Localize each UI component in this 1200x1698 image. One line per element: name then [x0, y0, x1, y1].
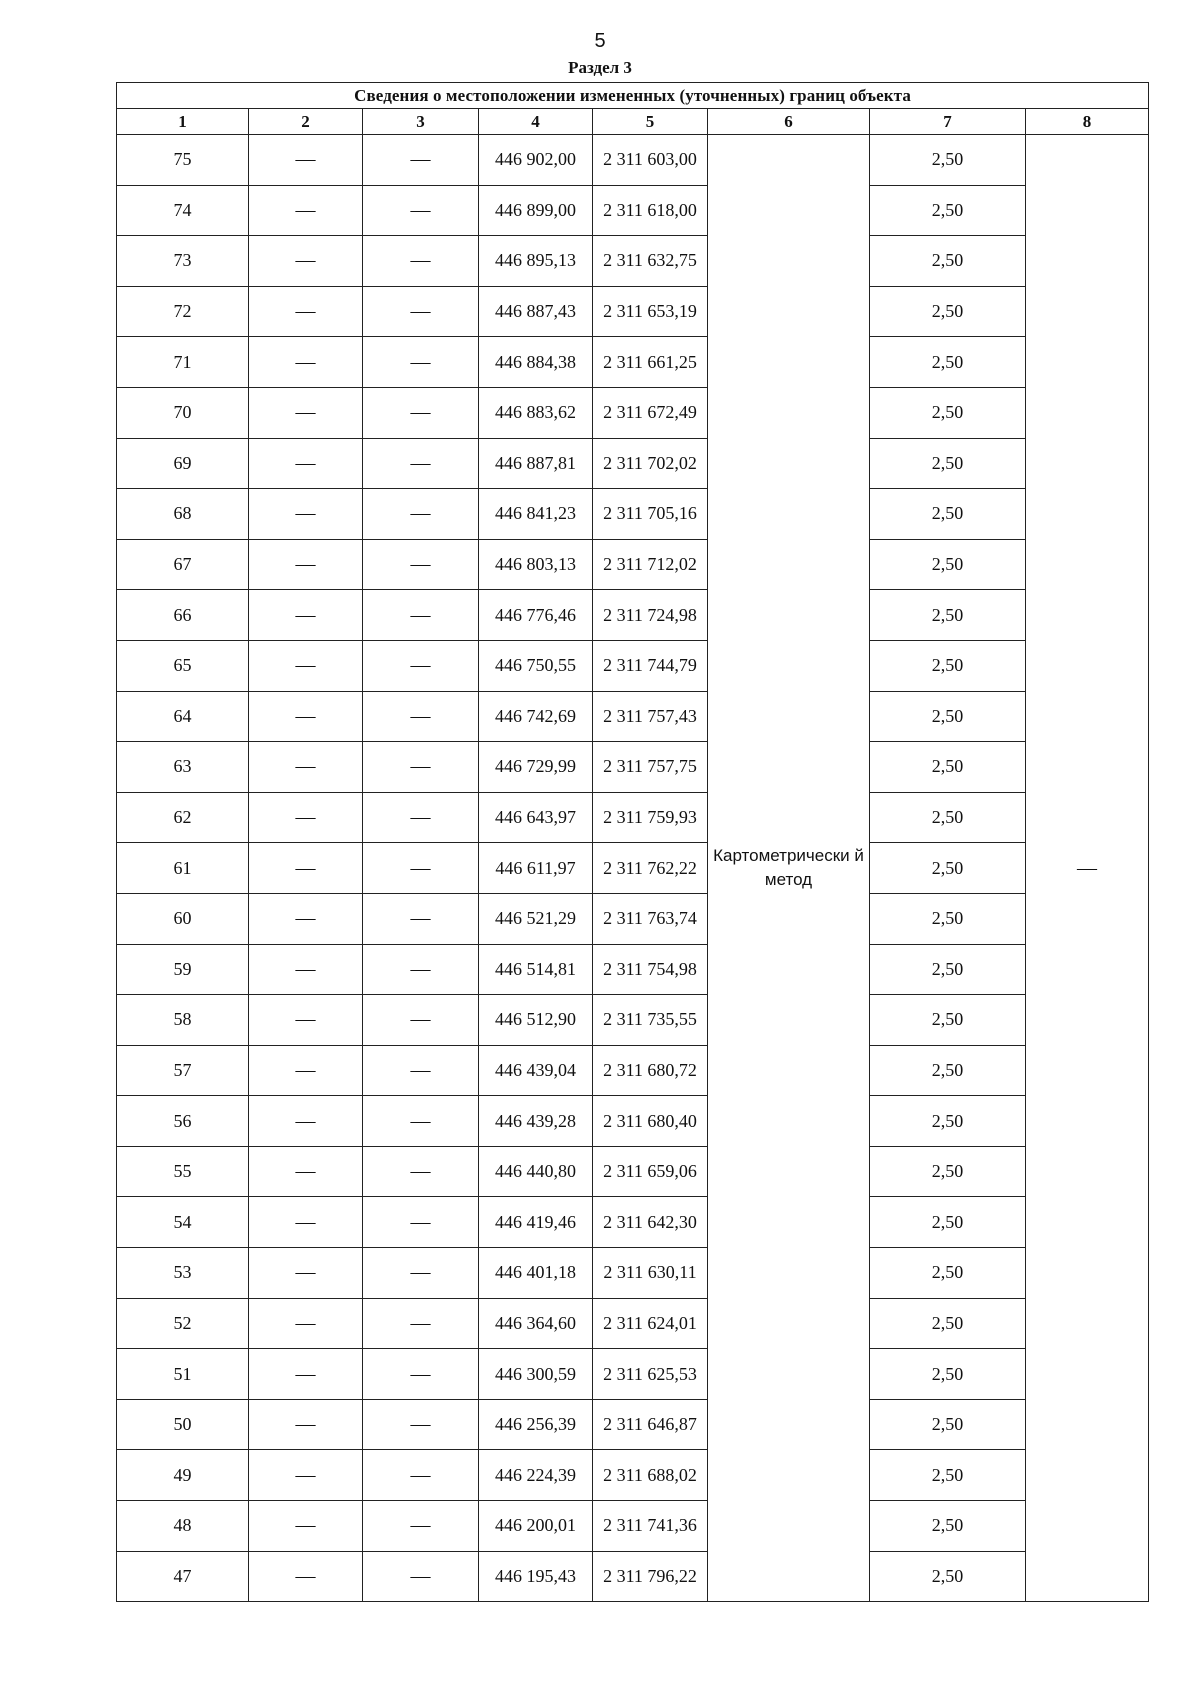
point-number-cell: 64 — [117, 691, 249, 742]
y-coordinate-cell: 2 311 642,30 — [593, 1197, 708, 1248]
table-row — [117, 236, 1149, 287]
empty-dash-cell: — — [249, 337, 363, 388]
empty-dash-cell: — — [363, 893, 479, 944]
point-number-cell: 65 — [117, 640, 249, 691]
x-coordinate-cell: 446 750,55 — [479, 640, 593, 691]
precision-cell: 2,50 — [870, 286, 1026, 337]
table-row — [117, 438, 1149, 489]
precision-cell: 2,50 — [870, 995, 1026, 1046]
table-row — [117, 1045, 1149, 1096]
table-row — [117, 1349, 1149, 1400]
x-coordinate-cell: 446 512,90 — [479, 995, 593, 1046]
point-number-cell: 67 — [117, 539, 249, 590]
empty-dash-cell: — — [249, 792, 363, 843]
precision-cell: 2,50 — [870, 1551, 1026, 1602]
y-coordinate-cell: 2 311 680,40 — [593, 1096, 708, 1147]
table-row — [117, 286, 1149, 337]
table-row — [117, 1298, 1149, 1349]
y-coordinate-cell: 2 311 630,11 — [593, 1248, 708, 1299]
empty-dash-cell: — — [363, 1096, 479, 1147]
table-row — [117, 640, 1149, 691]
x-coordinate-cell: 446 803,13 — [479, 539, 593, 590]
empty-dash-cell: — — [249, 185, 363, 236]
point-number-cell: 53 — [117, 1248, 249, 1299]
section-title: Раздел 3 — [568, 58, 632, 77]
empty-dash-cell: — — [249, 1096, 363, 1147]
point-number-cell: 61 — [117, 843, 249, 894]
y-coordinate-cell: 2 311 796,22 — [593, 1551, 708, 1602]
table-row — [117, 539, 1149, 590]
precision-cell: 2,50 — [870, 236, 1026, 287]
empty-dash-cell: — — [363, 1450, 479, 1501]
y-coordinate-cell: 2 311 680,72 — [593, 1045, 708, 1096]
x-coordinate-cell: 446 439,04 — [479, 1045, 593, 1096]
point-number-cell: 60 — [117, 893, 249, 944]
point-number-cell: 75 — [117, 135, 249, 186]
point-number-cell: 56 — [117, 1096, 249, 1147]
empty-dash-cell: — — [363, 236, 479, 287]
table-caption: Сведения о местоположении измененных (уточненных) границ объекта — [117, 83, 1149, 109]
table-row — [117, 1248, 1149, 1299]
empty-dash-cell: — — [363, 1551, 479, 1602]
empty-dash-cell: — — [363, 489, 479, 540]
precision-cell: 2,50 — [870, 792, 1026, 843]
x-coordinate-cell: 446 224,39 — [479, 1450, 593, 1501]
x-coordinate-cell: 446 364,60 — [479, 1298, 593, 1349]
column-number: 5 — [593, 109, 708, 135]
method-text: Картометрически й метод — [713, 846, 864, 890]
y-coordinate-cell: 2 311 702,02 — [593, 438, 708, 489]
x-coordinate-cell: 446 887,81 — [479, 438, 593, 489]
point-number-cell: 74 — [117, 185, 249, 236]
precision-cell: 2,50 — [870, 1349, 1026, 1400]
x-coordinate-cell: 446 514,81 — [479, 944, 593, 995]
precision-cell: 2,50 — [870, 185, 1026, 236]
precision-cell: 2,50 — [870, 843, 1026, 894]
empty-dash-cell: — — [249, 893, 363, 944]
table-row — [117, 185, 1149, 236]
precision-cell: 2,50 — [870, 1298, 1026, 1349]
x-coordinate-cell: 446 742,69 — [479, 691, 593, 742]
column-number: 3 — [363, 109, 479, 135]
x-coordinate-cell: 446 419,46 — [479, 1197, 593, 1248]
empty-dash-cell: — — [249, 1450, 363, 1501]
precision-cell: 2,50 — [870, 640, 1026, 691]
empty-dash-cell: — — [249, 286, 363, 337]
x-coordinate-cell: 446 902,00 — [479, 135, 593, 186]
y-coordinate-cell: 2 311 672,49 — [593, 387, 708, 438]
empty-dash-cell: — — [249, 640, 363, 691]
empty-dash-cell: — — [363, 438, 479, 489]
precision-cell: 2,50 — [870, 1146, 1026, 1197]
point-number-cell: 55 — [117, 1146, 249, 1197]
y-coordinate-cell: 2 311 618,00 — [593, 185, 708, 236]
empty-dash-cell: — — [249, 1146, 363, 1197]
empty-dash-cell: — — [249, 691, 363, 742]
empty-dash-cell: — — [363, 1501, 479, 1552]
table-row — [117, 944, 1149, 995]
table-row — [117, 1450, 1149, 1501]
y-coordinate-cell: 2 311 724,98 — [593, 590, 708, 641]
x-coordinate-cell: 446 521,29 — [479, 893, 593, 944]
empty-dash-cell: — — [249, 236, 363, 287]
point-number-cell: 57 — [117, 1045, 249, 1096]
y-coordinate-cell: 2 311 646,87 — [593, 1399, 708, 1450]
point-number-cell: 52 — [117, 1298, 249, 1349]
empty-dash-cell: — — [249, 1551, 363, 1602]
x-coordinate-cell: 446 200,01 — [479, 1501, 593, 1552]
empty-dash-cell: — — [363, 590, 479, 641]
empty-dash-cell: — — [363, 1349, 479, 1400]
x-coordinate-cell: 446 884,38 — [479, 337, 593, 388]
x-coordinate-cell: 446 776,46 — [479, 590, 593, 641]
y-coordinate-cell: 2 311 759,93 — [593, 792, 708, 843]
table-row — [117, 995, 1149, 1046]
y-coordinate-cell: 2 311 659,06 — [593, 1146, 708, 1197]
precision-cell: 2,50 — [870, 590, 1026, 641]
empty-dash-cell: — — [363, 995, 479, 1046]
empty-dash-cell: — — [363, 286, 479, 337]
empty-dash-cell: — — [363, 1146, 479, 1197]
column-number: 2 — [249, 109, 363, 135]
x-coordinate-cell: 446 895,13 — [479, 236, 593, 287]
table-row — [117, 742, 1149, 793]
point-number-cell: 62 — [117, 792, 249, 843]
table-row — [117, 135, 1149, 186]
y-coordinate-cell: 2 311 763,74 — [593, 893, 708, 944]
x-coordinate-cell: 446 401,18 — [479, 1248, 593, 1299]
point-number-cell: 63 — [117, 742, 249, 793]
empty-dash-cell: — — [363, 185, 479, 236]
y-coordinate-cell: 2 311 757,43 — [593, 691, 708, 742]
empty-dash-cell: — — [363, 1248, 479, 1299]
empty-dash-cell: — — [363, 691, 479, 742]
point-number-cell: 69 — [117, 438, 249, 489]
x-coordinate-cell: 446 883,62 — [479, 387, 593, 438]
empty-dash-cell: — — [363, 843, 479, 894]
table-row — [117, 489, 1149, 540]
point-number-cell: 51 — [117, 1349, 249, 1400]
precision-cell: 2,50 — [870, 438, 1026, 489]
empty-dash-cell: — — [249, 1349, 363, 1400]
precision-cell: 2,50 — [870, 1096, 1026, 1147]
table-row — [117, 691, 1149, 742]
x-coordinate-cell: 446 643,97 — [479, 792, 593, 843]
column-number: 6 — [708, 109, 870, 135]
table-row — [117, 337, 1149, 388]
y-coordinate-cell: 2 311 688,02 — [593, 1450, 708, 1501]
y-coordinate-cell: 2 311 741,36 — [593, 1501, 708, 1552]
y-coordinate-cell: 2 311 705,16 — [593, 489, 708, 540]
empty-dash-cell: — — [363, 944, 479, 995]
table-row — [117, 1399, 1149, 1450]
column-number: 8 — [1026, 109, 1149, 135]
precision-cell: 2,50 — [870, 893, 1026, 944]
precision-cell: 2,50 — [870, 944, 1026, 995]
empty-dash-cell: — — [249, 539, 363, 590]
precision-cell: 2,50 — [870, 1501, 1026, 1552]
point-number-cell: 72 — [117, 286, 249, 337]
point-number-cell: 58 — [117, 995, 249, 1046]
empty-dash-cell: — — [249, 1298, 363, 1349]
precision-cell: 2,50 — [870, 539, 1026, 590]
empty-dash-cell: — — [249, 135, 363, 186]
precision-cell: 2,50 — [870, 1399, 1026, 1450]
empty-dash-cell: — — [249, 387, 363, 438]
y-coordinate-cell: 2 311 735,55 — [593, 995, 708, 1046]
y-coordinate-cell: 2 311 624,01 — [593, 1298, 708, 1349]
point-number-cell: 50 — [117, 1399, 249, 1450]
precision-cell: 2,50 — [870, 135, 1026, 186]
column-number-row — [117, 109, 1149, 135]
table-row — [117, 1096, 1149, 1147]
empty-dash-cell: — — [363, 640, 479, 691]
empty-dash-cell: — — [249, 1399, 363, 1450]
table-row — [117, 1197, 1149, 1248]
method-cell — [708, 135, 870, 1602]
precision-cell: 2,50 — [870, 1045, 1026, 1096]
table-row — [117, 843, 1149, 894]
column-8-cell: — — [1026, 135, 1149, 1602]
empty-dash-cell: — — [363, 387, 479, 438]
empty-dash-cell: — — [363, 792, 479, 843]
precision-cell: 2,50 — [870, 1248, 1026, 1299]
empty-dash-cell: — — [249, 944, 363, 995]
y-coordinate-cell: 2 311 603,00 — [593, 135, 708, 186]
x-coordinate-cell: 446 439,28 — [479, 1096, 593, 1147]
point-number-cell: 71 — [117, 337, 249, 388]
x-coordinate-cell: 446 887,43 — [479, 286, 593, 337]
point-number-cell: 49 — [117, 1450, 249, 1501]
x-coordinate-cell: 446 256,39 — [479, 1399, 593, 1450]
empty-dash-cell: — — [249, 1501, 363, 1552]
point-number-cell: 47 — [117, 1551, 249, 1602]
empty-dash-cell: — — [363, 1197, 479, 1248]
y-coordinate-cell: 2 311 712,02 — [593, 539, 708, 590]
empty-dash-cell: — — [363, 135, 479, 186]
precision-cell: 2,50 — [870, 691, 1026, 742]
column-number: 7 — [870, 109, 1026, 135]
y-coordinate-cell: 2 311 632,75 — [593, 236, 708, 287]
precision-cell: 2,50 — [870, 337, 1026, 388]
x-coordinate-cell: 446 440,80 — [479, 1146, 593, 1197]
empty-dash-cell: — — [249, 1197, 363, 1248]
point-number-cell: 48 — [117, 1501, 249, 1552]
empty-dash-cell: — — [363, 539, 479, 590]
empty-dash-cell: — — [249, 590, 363, 641]
point-number-cell: 66 — [117, 590, 249, 641]
empty-dash-cell: — — [249, 742, 363, 793]
column-number: 1 — [117, 109, 249, 135]
point-number-cell: 73 — [117, 236, 249, 287]
empty-dash-cell: — — [363, 337, 479, 388]
precision-cell: 2,50 — [870, 489, 1026, 540]
table-row — [117, 1501, 1149, 1552]
empty-dash-cell: — — [363, 1045, 479, 1096]
empty-dash-cell: — — [363, 1399, 479, 1450]
precision-cell: 2,50 — [870, 742, 1026, 793]
point-number-cell: 68 — [117, 489, 249, 540]
table-body — [117, 135, 1149, 1602]
y-coordinate-cell: 2 311 762,22 — [593, 843, 708, 894]
y-coordinate-cell: 2 311 625,53 — [593, 1349, 708, 1400]
x-coordinate-cell: 446 195,43 — [479, 1551, 593, 1602]
table-row — [117, 387, 1149, 438]
page-number: 5 — [594, 30, 606, 52]
y-coordinate-cell: 2 311 661,25 — [593, 337, 708, 388]
empty-dash-cell: — — [363, 742, 479, 793]
column-number: 4 — [479, 109, 593, 135]
empty-dash-cell: — — [249, 1045, 363, 1096]
precision-cell: 2,50 — [870, 1450, 1026, 1501]
empty-dash-cell: — — [249, 843, 363, 894]
precision-cell: 2,50 — [870, 1197, 1026, 1248]
point-number-cell: 70 — [117, 387, 249, 438]
table-row — [117, 1551, 1149, 1602]
y-coordinate-cell: 2 311 653,19 — [593, 286, 708, 337]
y-coordinate-cell: 2 311 757,75 — [593, 742, 708, 793]
boundary-table — [116, 82, 1149, 1602]
x-coordinate-cell: 446 611,97 — [479, 843, 593, 894]
point-number-cell: 54 — [117, 1197, 249, 1248]
y-coordinate-cell: 2 311 754,98 — [593, 944, 708, 995]
empty-dash-cell: — — [363, 1298, 479, 1349]
x-coordinate-cell: 446 899,00 — [479, 185, 593, 236]
table-row — [117, 792, 1149, 843]
point-number-cell: 59 — [117, 944, 249, 995]
table-row — [117, 1146, 1149, 1197]
empty-dash-cell: — — [249, 1248, 363, 1299]
x-coordinate-cell: 446 841,23 — [479, 489, 593, 540]
y-coordinate-cell: 2 311 744,79 — [593, 640, 708, 691]
precision-cell: 2,50 — [870, 387, 1026, 438]
empty-dash-cell: — — [249, 489, 363, 540]
x-coordinate-cell: 446 300,59 — [479, 1349, 593, 1400]
table-row — [117, 893, 1149, 944]
table-row — [117, 590, 1149, 641]
empty-dash-cell: — — [249, 438, 363, 489]
x-coordinate-cell: 446 729,99 — [479, 742, 593, 793]
empty-dash-cell: — — [249, 995, 363, 1046]
